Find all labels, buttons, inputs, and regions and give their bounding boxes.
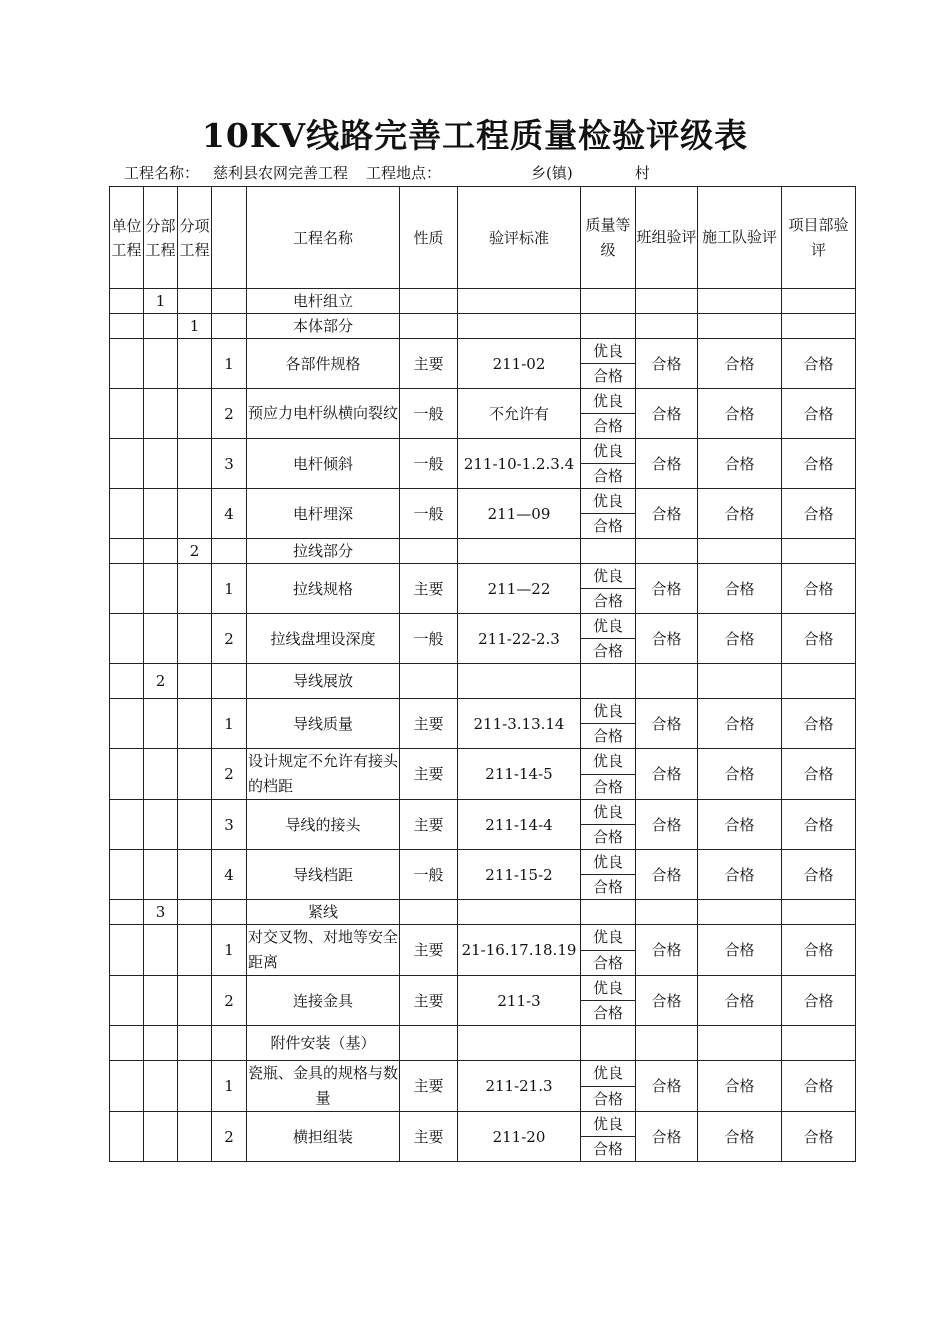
header-standard: 验评标准 [458,187,581,289]
empty-cell [581,664,636,699]
item-number [178,664,212,699]
check-number: 2 [212,976,247,1026]
team-result: 合格 [636,389,698,439]
grade-excellent: 优良 [581,925,636,951]
project-result: 合格 [782,976,856,1026]
empty-cell [400,539,458,564]
check-name: 拉线规格 [247,564,400,614]
header-item: 分项工程 [178,187,212,289]
check-number: 1 [212,1061,247,1112]
check-number: 1 [212,699,247,749]
item-number [178,289,212,314]
unit-cell [110,1061,144,1112]
empty-cell [458,1026,581,1061]
team-result: 合格 [636,1061,698,1112]
empty-cell [698,289,782,314]
item-cell [178,614,212,664]
group-row [110,314,856,339]
division-cell [144,614,178,664]
item-cell [178,850,212,900]
check-number [212,664,247,699]
grade-excellent: 优良 [581,339,636,364]
check-nature: 主要 [400,800,458,850]
empty-cell [698,539,782,564]
project-result: 合格 [782,1061,856,1112]
empty-cell [581,1026,636,1061]
empty-cell [581,289,636,314]
empty-cell [636,314,698,339]
check-nature: 一般 [400,489,458,539]
check-nature: 主要 [400,1061,458,1112]
grade-excellent: 优良 [581,614,636,639]
division-cell [144,1112,178,1162]
project-info-line [124,162,824,184]
check-number [212,539,247,564]
team-result: 合格 [636,339,698,389]
check-standard: 211-14-4 [458,800,581,850]
check-number: 2 [212,749,247,800]
grade-qualified: 合格 [581,639,636,664]
division-number [144,1026,178,1061]
grade-qualified: 合格 [581,950,636,976]
check-number: 2 [212,614,247,664]
grade-excellent: 优良 [581,389,636,414]
village-label: 村 [634,164,650,182]
unit-cell [110,614,144,664]
empty-cell [636,289,698,314]
check-number: 1 [212,564,247,614]
grade-qualified: 合格 [581,514,636,539]
item-number [178,900,212,925]
project-name-label: 工程名称： [124,164,200,182]
grade-qualified: 合格 [581,1086,636,1112]
division-cell [144,925,178,976]
grade-excellent: 优良 [581,800,636,825]
empty-cell [782,289,856,314]
unit-cell [110,664,144,699]
grade-excellent: 优良 [581,564,636,589]
item-cell [178,439,212,489]
empty-cell [458,900,581,925]
check-nature: 主要 [400,1112,458,1162]
check-number [212,314,247,339]
empty-cell [636,539,698,564]
division-cell [144,749,178,800]
check-number: 2 [212,1112,247,1162]
unit-cell [110,850,144,900]
check-row [110,1061,856,1087]
empty-cell [698,1026,782,1061]
division-cell [144,976,178,1026]
check-nature: 主要 [400,749,458,800]
grade-qualified: 合格 [581,414,636,439]
group-row [110,664,856,699]
grade-qualified: 合格 [581,364,636,389]
division-cell [144,1061,178,1112]
check-row [110,389,856,414]
item-number: 2 [178,539,212,564]
unit-cell [110,699,144,749]
team-result: 合格 [636,925,698,976]
check-standard: 211-3 [458,976,581,1026]
empty-cell [400,314,458,339]
unit-cell [110,1026,144,1061]
team-result: 合格 [636,439,698,489]
crew-result: 合格 [698,489,782,539]
quality-grading-table [109,186,856,1162]
project-result: 合格 [782,699,856,749]
grade-excellent: 优良 [581,439,636,464]
check-name: 连接金具 [247,976,400,1026]
empty-cell [458,664,581,699]
project-result: 合格 [782,489,856,539]
division-number: 3 [144,900,178,925]
unit-cell [110,314,144,339]
check-number [212,289,247,314]
grade-excellent: 优良 [581,699,636,724]
grade-qualified: 合格 [581,589,636,614]
header-team: 班组验评 [636,187,698,289]
team-result: 合格 [636,1112,698,1162]
header-project: 项目部验 评 [782,187,856,289]
project-result: 合格 [782,339,856,389]
unit-cell [110,389,144,439]
header-crew: 施工队验评 [698,187,782,289]
check-row [110,800,856,825]
unit-cell [110,439,144,489]
check-row [110,976,856,1001]
unit-cell [110,564,144,614]
team-result: 合格 [636,699,698,749]
item-cell [178,800,212,850]
crew-result: 合格 [698,1112,782,1162]
crew-result: 合格 [698,976,782,1026]
header-grade: 质量等级 [581,187,636,289]
project-result: 合格 [782,389,856,439]
group-name: 紧线 [247,900,400,925]
check-number [212,1026,247,1061]
check-standard: 211-02 [458,339,581,389]
division-number: 2 [144,664,178,699]
empty-cell [636,1026,698,1061]
check-name: 拉线盘埋设深度 [247,614,400,664]
empty-cell [458,289,581,314]
project-result: 合格 [782,800,856,850]
item-number: 1 [178,314,212,339]
check-name: 电杆倾斜 [247,439,400,489]
empty-cell [636,900,698,925]
grade-qualified: 合格 [581,1137,636,1162]
unit-cell [110,749,144,800]
check-standard: 211-21.3 [458,1061,581,1112]
check-row [110,850,856,875]
division-cell [144,800,178,850]
item-cell [178,489,212,539]
team-result: 合格 [636,614,698,664]
grade-excellent: 优良 [581,1112,636,1137]
item-number [178,1026,212,1061]
check-standard: 21-16.17.18.19 [458,925,581,976]
table-body [110,289,856,1162]
check-number: 4 [212,850,247,900]
project-site-label: 工程地点： [366,164,442,182]
empty-cell [400,664,458,699]
item-cell [178,1112,212,1162]
group-name: 本体部分 [247,314,400,339]
empty-cell [782,664,856,699]
group-row [110,289,856,314]
crew-result: 合格 [698,564,782,614]
project-result: 合格 [782,1112,856,1162]
division-cell [144,439,178,489]
empty-cell [581,314,636,339]
crew-result: 合格 [698,699,782,749]
check-standard: 211-3.13.14 [458,699,581,749]
empty-cell [782,1026,856,1061]
grade-excellent: 优良 [581,489,636,514]
empty-cell [458,539,581,564]
team-result: 合格 [636,850,698,900]
unit-cell [110,539,144,564]
empty-cell [581,900,636,925]
team-result: 合格 [636,976,698,1026]
check-number: 1 [212,339,247,389]
empty-cell [698,900,782,925]
check-name: 导线的接头 [247,800,400,850]
unit-cell [110,925,144,976]
check-number: 2 [212,389,247,439]
crew-result: 合格 [698,850,782,900]
empty-cell [698,314,782,339]
empty-cell [782,900,856,925]
header-row [110,187,856,289]
project-result: 合格 [782,614,856,664]
check-nature: 一般 [400,389,458,439]
empty-cell [698,664,782,699]
team-result: 合格 [636,489,698,539]
grade-qualified: 合格 [581,825,636,850]
grade-qualified: 合格 [581,875,636,900]
group-row [110,900,856,925]
check-name: 预应力电杆纵横向裂纹 [247,389,400,439]
empty-cell [782,314,856,339]
division-cell [144,339,178,389]
project-result: 合格 [782,850,856,900]
check-row [110,699,856,724]
unit-cell [110,289,144,314]
division-cell [144,564,178,614]
crew-result: 合格 [698,389,782,439]
empty-cell [458,314,581,339]
check-nature: 一般 [400,439,458,489]
check-standard: 211-20 [458,1112,581,1162]
grade-excellent: 优良 [581,976,636,1001]
check-row [110,339,856,364]
check-name: 对交叉物、对地等安全距离 [247,925,400,976]
division-number: 1 [144,289,178,314]
crew-result: 合格 [698,749,782,800]
check-row [110,614,856,639]
check-nature: 主要 [400,339,458,389]
check-row [110,925,856,951]
check-name: 横担组装 [247,1112,400,1162]
check-nature: 主要 [400,564,458,614]
grade-qualified: 合格 [581,1001,636,1026]
unit-cell [110,976,144,1026]
project-result: 合格 [782,564,856,614]
group-name: 拉线部分 [247,539,400,564]
project-result: 合格 [782,749,856,800]
group-name: 电杆组立 [247,289,400,314]
check-row [110,489,856,514]
item-cell [178,976,212,1026]
check-nature: 一般 [400,850,458,900]
grade-qualified: 合格 [581,724,636,749]
grade-qualified: 合格 [581,774,636,800]
check-number: 3 [212,800,247,850]
header-unit: 单位工程 [110,187,144,289]
town-label: 乡(镇) [531,164,573,182]
team-result: 合格 [636,800,698,850]
division-cell [144,389,178,439]
check-standard: 211-22-2.3 [458,614,581,664]
item-cell [178,1061,212,1112]
group-row [110,539,856,564]
division-number [144,314,178,339]
team-result: 合格 [636,564,698,614]
check-number: 1 [212,925,247,976]
check-name: 各部件规格 [247,339,400,389]
unit-cell [110,489,144,539]
crew-result: 合格 [698,800,782,850]
check-name: 导线档距 [247,850,400,900]
check-row [110,564,856,589]
unit-cell [110,800,144,850]
item-cell [178,925,212,976]
check-nature: 主要 [400,699,458,749]
crew-result: 合格 [698,1061,782,1112]
header-nature: 性质 [400,187,458,289]
crew-result: 合格 [698,339,782,389]
item-cell [178,749,212,800]
check-row [110,439,856,464]
empty-cell [782,539,856,564]
check-name: 设计规定不允许有接头的档距 [247,749,400,800]
header-division: 分部工程 [144,187,178,289]
item-cell [178,389,212,439]
division-number [144,539,178,564]
grade-excellent: 优良 [581,850,636,875]
unit-cell [110,1112,144,1162]
check-nature: 主要 [400,925,458,976]
check-row [110,1112,856,1137]
check-nature: 一般 [400,614,458,664]
check-name: 瓷瓶、金具的规格与数量 [247,1061,400,1112]
grade-qualified: 合格 [581,464,636,489]
project-result: 合格 [782,439,856,489]
team-result: 合格 [636,749,698,800]
empty-cell [400,289,458,314]
unit-cell [110,900,144,925]
page-title: 10KV线路完善工程质量检验评级表 [201,116,749,155]
item-cell [178,339,212,389]
check-standard: 不允许有 [458,389,581,439]
division-cell [144,850,178,900]
empty-cell [636,664,698,699]
header-name: 工程名称 [247,187,400,289]
empty-cell [581,539,636,564]
check-nature: 主要 [400,976,458,1026]
grade-excellent: 优良 [581,749,636,775]
check-name: 电杆埋深 [247,489,400,539]
crew-result: 合格 [698,439,782,489]
unit-cell [110,339,144,389]
division-cell [144,489,178,539]
check-standard: 211—09 [458,489,581,539]
project-name-value: 慈利县农网完善工程 [213,164,349,182]
item-cell [178,699,212,749]
group-row [110,1026,856,1061]
division-cell [144,699,178,749]
check-standard: 211-10-1.2.3.4 [458,439,581,489]
check-standard: 211-14-5 [458,749,581,800]
check-standard: 211-15-2 [458,850,581,900]
check-standard: 211—22 [458,564,581,614]
crew-result: 合格 [698,614,782,664]
group-name: 附件安装（基） [247,1026,400,1061]
check-row [110,749,856,775]
check-number [212,900,247,925]
empty-cell [400,1026,458,1061]
item-cell [178,564,212,614]
header-blank [212,187,247,289]
check-number: 4 [212,489,247,539]
group-name: 导线展放 [247,664,400,699]
check-name: 导线质量 [247,699,400,749]
crew-result: 合格 [698,925,782,976]
grade-excellent: 优良 [581,1061,636,1087]
check-number: 3 [212,439,247,489]
project-result: 合格 [782,925,856,976]
empty-cell [400,900,458,925]
